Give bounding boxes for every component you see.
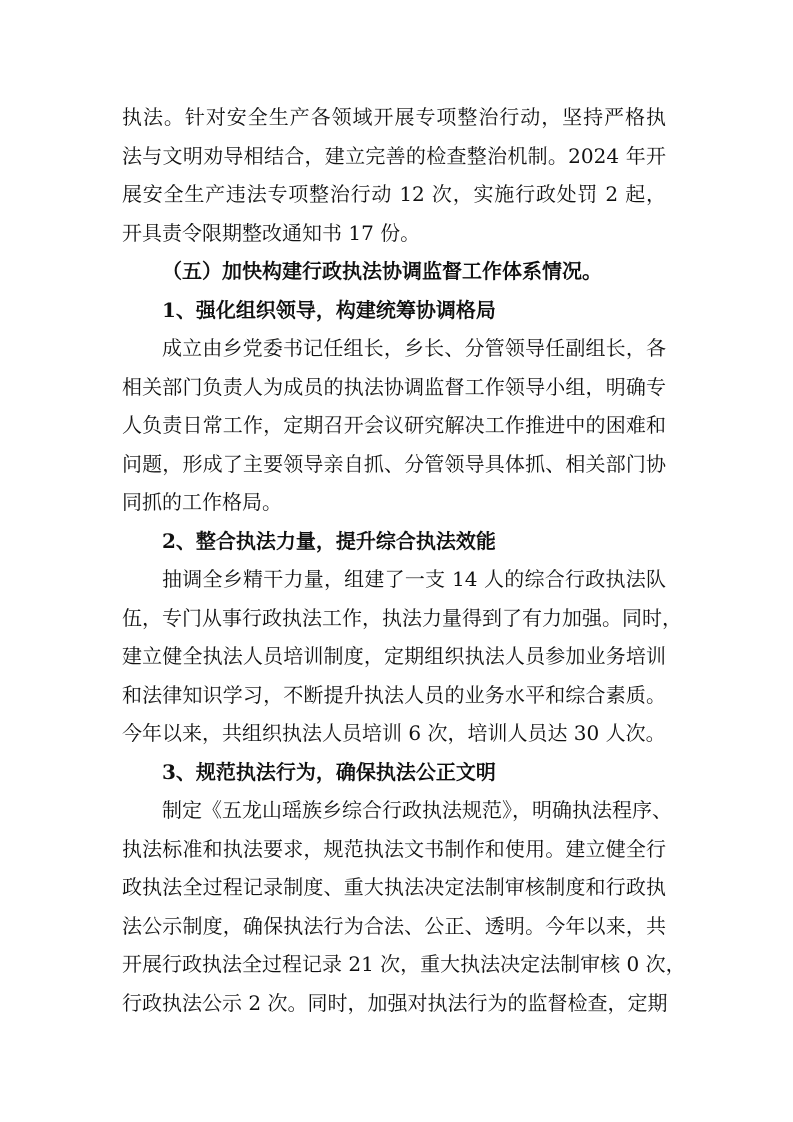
paragraph-line: 今年以来，共组织执法人员培训 6 次，培训人员达 30 人次。 bbox=[122, 721, 666, 745]
paragraph-line: 建立健全执法人员培训制度，定期组织执法人员参加业务培训 bbox=[122, 644, 666, 668]
paragraph-line: 执法。针对安全生产各领域开展专项整治行动，坚持严格执 bbox=[122, 105, 666, 129]
document-body bbox=[122, 98, 686, 1022]
paragraph-line: 展安全生产违法专项整治行动 12 次，实施行政处罚 2 起， bbox=[122, 182, 666, 206]
subsection-heading: 3、规范执法行为，确保执法公正文明 bbox=[162, 759, 496, 784]
subsection-heading: 1、强化组织领导，构建统筹协调格局 bbox=[162, 297, 496, 322]
paragraph-line: 开展行政执法全过程记录 21 次，重大执法决定法制审核 0 次， bbox=[122, 952, 686, 976]
paragraph-line: 行政执法公示 2 次。同时，加强对执法行为的监督检查，定期 bbox=[122, 990, 668, 1015]
paragraph-line: 法与文明劝导相结合，建立完善的检查整治机制。2024 年开 bbox=[122, 143, 666, 168]
paragraph-line: 开具责令限期整改通知书 17 份。 bbox=[122, 220, 421, 245]
paragraph-line: 法公示制度，确保执法行为合法、公正、透明。今年以来，共 bbox=[122, 913, 666, 938]
paragraph-line: 相关部门负责人为成员的执法协调监督工作领导小组，明确专 bbox=[122, 374, 666, 399]
paragraph-line: 和法律知识学习，不断提升执法人员的业务水平和综合素质。 bbox=[122, 682, 666, 707]
paragraph-line: 成立由乡党委书记任组长，乡长、分管领导任副组长，各 bbox=[162, 336, 666, 360]
paragraph-line: 制定《五龙山瑶族乡综合行政执法规范》，明确执法程序、 bbox=[162, 798, 672, 822]
paragraph-line: 抽调全乡精干力量，组建了一支 14 人的综合行政执法队 bbox=[162, 567, 666, 591]
paragraph-line: 伍，专门从事行政执法工作，执法力量得到了有力加强。同时， bbox=[122, 605, 682, 630]
subsection-heading: 2、整合执法力量，提升综合执法效能 bbox=[162, 528, 496, 553]
paragraph-line: 政执法全过程记录制度、重大执法决定法制审核制度和行政执 bbox=[122, 875, 666, 899]
section-heading: （五）加快构建行政执法协调监督工作体系情况。 bbox=[162, 259, 602, 283]
paragraph-line: 问题，形成了主要领导亲自抓、分管领导具体抓、相关部门协 bbox=[122, 451, 666, 476]
paragraph-line: 同抓的工作格局。 bbox=[122, 490, 282, 514]
paragraph-line: 人负责日常工作，定期召开会议研究解决工作推进中的困难和 bbox=[122, 413, 666, 437]
paragraph-line: 执法标准和执法要求，规范执法文书制作和使用。建立健全行 bbox=[122, 836, 666, 861]
